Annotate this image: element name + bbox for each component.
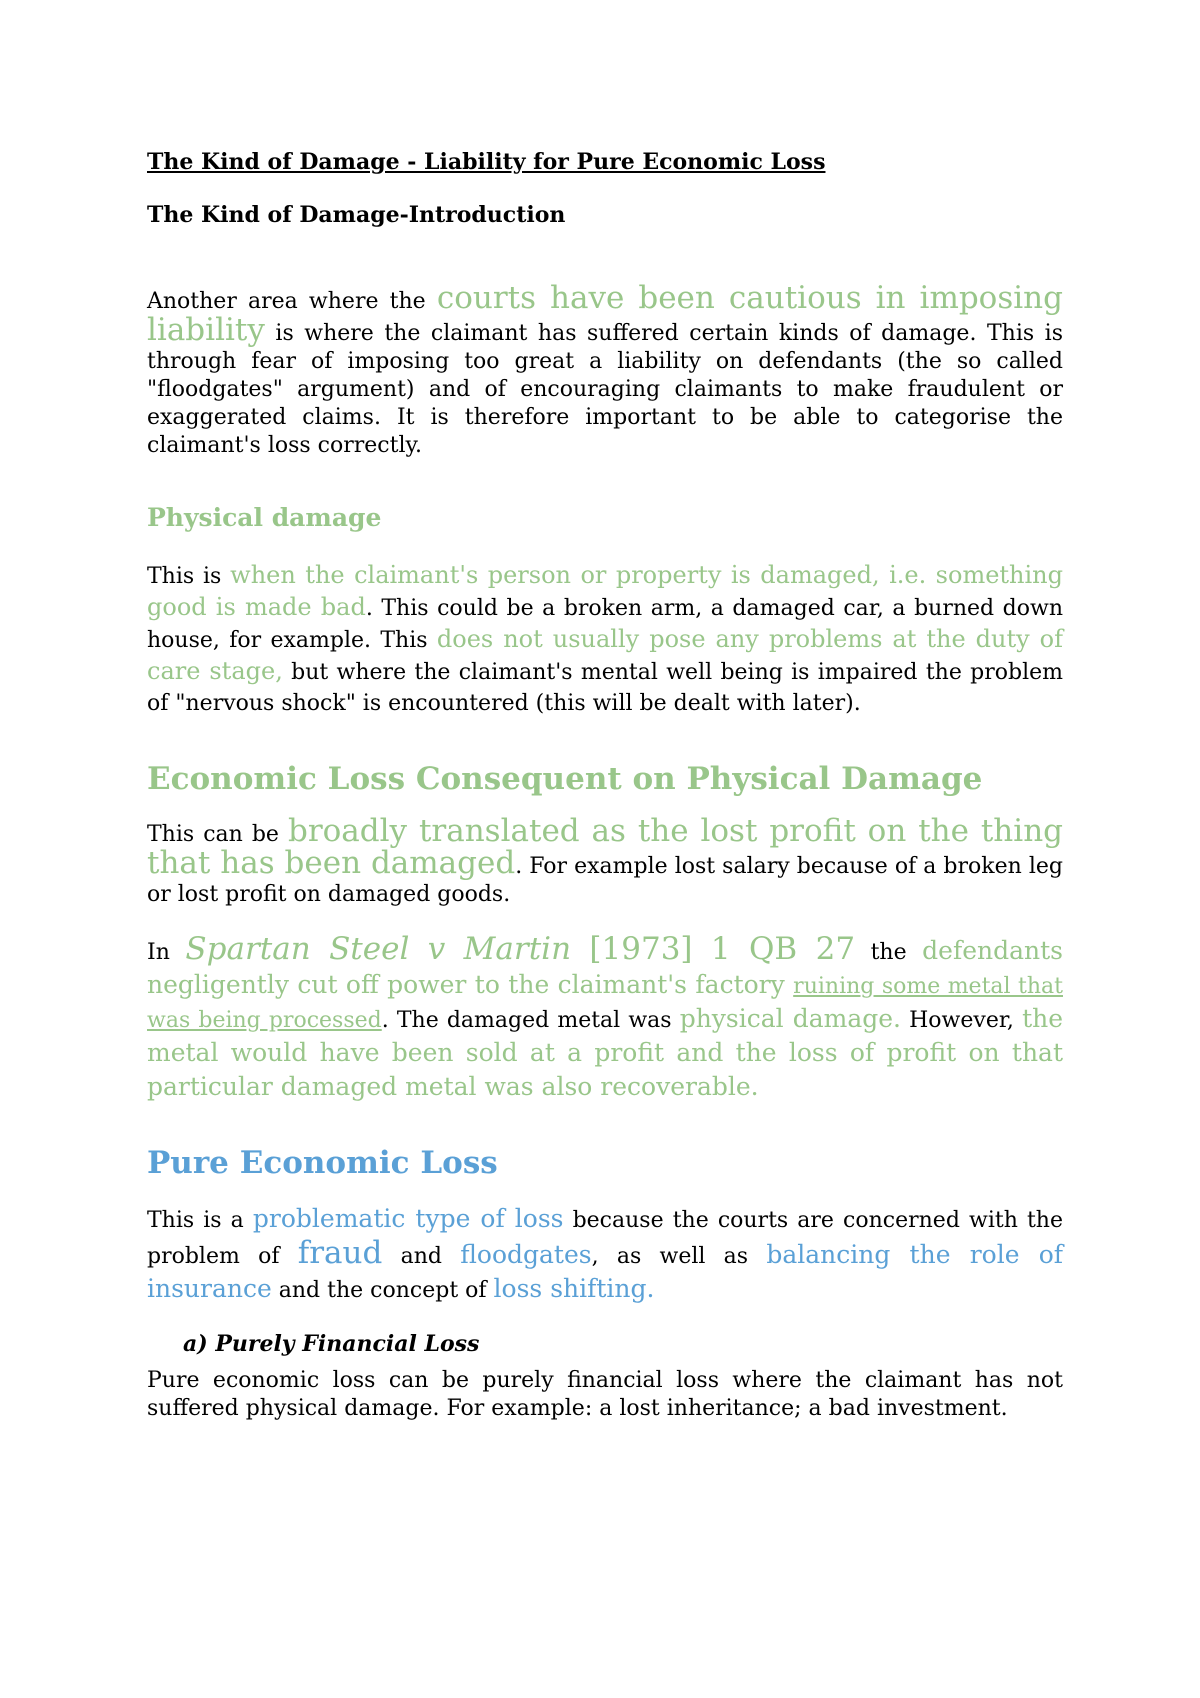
consequent-loss-paragraph <box>147 813 1064 909</box>
pure-text-1: This is a <box>147 1208 253 1233</box>
spartan-underlined: ruining some metal that was being processed <box>147 974 1063 1033</box>
intro-highlight: courts have been cautious in imposing liability <box>147 280 1063 348</box>
case-name: Spartan Steel v Martin <box>185 931 572 967</box>
pure-highlight-fraud: fraud <box>297 1235 383 1271</box>
pure-highlight-loss-shifting: loss shifting. <box>493 1274 655 1303</box>
spartan-highlight-3: the metal would have been sold at a profit and the loss of profit on that particular damaged metal was also recoverable. <box>147 1004 1064 1101</box>
spartan-text-2: the <box>855 940 923 965</box>
intro-heading: The Kind of Damage-Introduction <box>147 202 566 228</box>
financial-loss-subheading: a) Purely Financial Loss <box>183 1331 480 1357</box>
intro-text-2: is where the claimant has suffered certain kinds of damage. This is through fear of imposing too great a liability on defendants (the so called "floodgates" argument) and of encouraging claimants to make fraudulent or exaggerated claims. It is therefore important to be able to categorise the claimant's loss correctly. <box>147 321 1063 458</box>
consequent-loss-heading: Economic Loss Consequent on Physical Damage <box>147 761 983 797</box>
consequent-text-2: . For example lost salary because of a broken leg or lost profit on damaged goods. <box>147 854 1063 907</box>
physical-highlight-1: when the claimant's person or property is damaged, i.e. something good is made bad <box>147 561 1063 621</box>
pure-text-4: , as well as <box>591 1244 767 1269</box>
pure-highlight-1: problematic type of loss <box>252 1204 564 1233</box>
physical-text-2: . This could be a broken arm, a damaged car, a burned down house, for example. This <box>147 596 1064 653</box>
consequent-text-1: This can be <box>147 822 288 847</box>
case-citation: [1973] 1 QB 27 <box>571 931 856 967</box>
spartan-highlight-1: defendants negligently cut off power to the claimant's factory <box>147 936 1063 999</box>
spartan-text-3: . The damaged metal was <box>381 1008 680 1033</box>
intro-text-1: Another area where the <box>147 289 437 314</box>
physical-damage-paragraph <box>147 560 1063 719</box>
document-title: The Kind of Damage - Liability for Pure Economic Loss <box>147 149 826 175</box>
consequent-highlight: broadly translated as the lost profit on the thing that has been damaged <box>147 813 1064 881</box>
physical-text-1: This is <box>147 564 231 589</box>
pure-highlight-floodgates: floodgates <box>460 1240 592 1269</box>
spartan-steel-paragraph <box>147 933 1063 1105</box>
pure-text-2: because the courts are concerned with the problem of <box>147 1208 1063 1269</box>
intro-paragraph <box>147 280 1063 460</box>
spartan-text-1: In <box>147 940 186 965</box>
financial-loss-paragraph: Pure economic loss can be purely financial loss where the claimant has not suffered physical damage. For example: a lost inheritance; a bad investment. <box>147 1368 1063 1421</box>
pure-economic-loss-paragraph <box>147 1203 1063 1307</box>
document-body <box>147 147 1063 1423</box>
physical-highlight-2: does not usually pose any problems at the duty of care stage, <box>147 625 1063 685</box>
spartan-text-4: However, <box>900 1008 1023 1033</box>
pure-economic-loss-heading: Pure Economic Loss <box>147 1145 498 1181</box>
physical-text-3: but where the claimant's mental well being is impaired the problem of "nervous shock" is encountered (this will be dealt with later). <box>147 660 1063 716</box>
physical-damage-heading: Physical damage <box>147 503 382 532</box>
pure-highlight-insurance: balancing the role of insurance <box>147 1240 1064 1303</box>
spartan-highlight-2: physical damage. <box>679 1004 901 1033</box>
pure-text-3: and <box>382 1244 461 1269</box>
pure-text-5: and the concept of <box>271 1278 494 1303</box>
